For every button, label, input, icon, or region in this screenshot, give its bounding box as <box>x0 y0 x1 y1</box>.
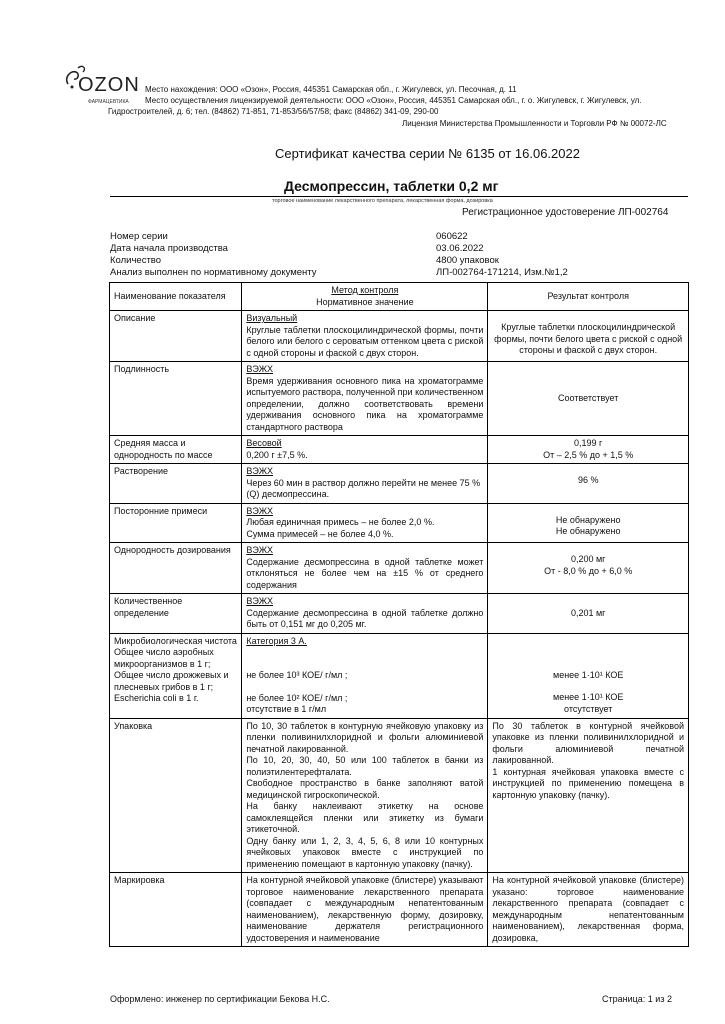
header-result: Результат контроля <box>488 283 689 311</box>
row-norm: Категория 3 А. не более 10³ КОЕ/ г/мл ; не более 10² КОЕ/ г/мл ; отсутствие в 1 г/мл <box>242 633 488 718</box>
row-norm: Визуальный Круглые таблетки плоскоцилиндрической формы, почти белого или белого с сероватым оттенком цвета с риской с одной стороны и фаской с двух сторон. <box>242 311 488 362</box>
row-result: На контурной ячейковой упаковке (блистере) указано: торговое наименование лекарственного препарата (совпадает с международным непатентованным наименованием), лекарственная форма, дозировка, <box>488 873 689 947</box>
row-name: Однородность дозирования <box>110 543 242 594</box>
product-caption: торговое наименование лекарственного препарата, лекарственная форма, дозировка <box>272 198 493 204</box>
row-name: Растворение <box>110 464 242 504</box>
row-result: 0,200 мг От - 8,0 % до + 6,0 % <box>488 543 689 594</box>
table-row <box>110 311 689 362</box>
row-name: Средняя масса и однородность по массе <box>110 436 242 464</box>
header-license: Лицензия Министерства Промышленности и Торговли РФ № 00072-ЛС <box>402 119 667 128</box>
registration-number: Регистрационное удостоверение ЛП-002764 <box>462 207 669 218</box>
row-result: Круглые таблетки плоскоцилиндрической формы, почти белого цвета с риской с одной стороны и фаской с двух сторон. <box>488 311 689 362</box>
table-row <box>110 543 689 594</box>
batch-number-value: 060622 <box>436 231 468 242</box>
company-logo <box>62 60 140 108</box>
row-result: 0,201 мг <box>488 594 689 634</box>
quantity-value: 4800 упаковок <box>436 255 499 266</box>
normative-document-value: ЛП-002764-171214, Изм.№1,2 <box>436 267 568 278</box>
product-underline <box>110 196 688 197</box>
row-norm: ВЭЖХ Время удерживания основного пика на хроматограмме испытуемого раствора, полученной при количественном определении, должно соответствовать времени удерживания основного пика на хроматограмме стандартного раствора <box>242 362 488 436</box>
product-name: Десмопрессин, таблетки 0,2 мг <box>284 178 499 194</box>
quality-table <box>109 282 689 947</box>
row-name: Описание <box>110 311 242 362</box>
table-row <box>110 594 689 634</box>
header-method: Метод контроля Нормативное значение <box>242 283 488 311</box>
page-number: Страница: 1 из 2 <box>602 994 672 1004</box>
row-name: Посторонние примеси <box>110 503 242 543</box>
row-norm: ВЭЖХ Содержание десмопрессина в одной таблетке может отклоняться не более чем на ±15 % от среднего содержания <box>242 543 488 594</box>
row-result: Не обнаружено Не обнаружено <box>488 503 689 543</box>
row-norm: По 10, 30 таблеток в контурную ячейковую упаковку из пленки поливинилхлоридной и фольги алюминиевой печатной лакированной. По 10, 20, 30, 40, 50 или 100 таблеток в банки из полиэтилентерефталата. Свободное пространство в банке заполняют ватой медицинской гигроскопической. На банку наклеивают этикетку на основе самоклеящейся пленки или этикетку из бумаги этикеточной. Одну банку или 1, 2, 3, 4, 5, 6, 8 или 10 контурных ячейковых упаковок вместе с инструкцией по применению помещают в картонную упаковку (пачку). <box>242 718 488 873</box>
logo-subtitle: ФАРМАЦЕВТИКА <box>88 99 129 105</box>
table-header-row <box>110 283 689 311</box>
prepared-by: Оформлено: инженер по сертификации Бекова Н.С. <box>110 994 330 1004</box>
row-name: Упаковка <box>110 718 242 873</box>
row-name: Подлинность <box>110 362 242 436</box>
row-result: менее 1·10¹ КОЕ менее 1·10¹ КОЕ отсутствует <box>488 633 689 718</box>
row-norm: Весовой 0,200 г ±7,5 %. <box>242 436 488 464</box>
row-result: 0,199 г От – 2,5 % до + 1,5 % <box>488 436 689 464</box>
row-norm: На контурной ячейковой упаковке (блистере) указывают торговое наименование лекарственного препарата (совпадает с международным непатентованным наименованием), лекарственную форму, дозировку, наименование держателя регистрационного удостоверения и наименование <box>242 873 488 947</box>
row-norm: ВЭЖХ Содержание десмопрессина в одной таблетке должно быть от 0,151 мг до 0,205 мг. <box>242 594 488 634</box>
row-norm: ВЭЖХ Через 60 мин в раствор должно перейти не менее 75 % (Q) десмопрессина. <box>242 464 488 504</box>
production-date-label: Дата начала производства <box>110 243 228 254</box>
row-result: По 30 таблеток в контурной ячейковой упаковке из пленки поливинилхлоридной и фольги алюминиевой печатной лакированной. 1 контурная ячейковая упаковка вместе с инструкцией по применению помещена в картонную упаковку (пачку). <box>488 718 689 873</box>
table-row <box>110 503 689 543</box>
row-result: Соответствует <box>488 362 689 436</box>
table-row <box>110 718 689 873</box>
table-row <box>110 633 689 718</box>
logo-text: OZON <box>78 74 140 96</box>
header-address-line1: Место нахождения: ООО «Озон», Россия, 445351 Самарская обл., г. Жигулевск, ул. Песочная, д. 11 <box>145 85 517 94</box>
row-name: Микробиологическая чистота Общее число аэробных микроорганизмов в 1 г; Общее число дрожжевых и плесневых грибов в 1 г; Escherichia coli в 1 г. <box>110 633 242 718</box>
row-name: Количественное определение <box>110 594 242 634</box>
row-name: Маркировка <box>110 873 242 947</box>
table-row <box>110 436 689 464</box>
normative-document-label: Анализ выполнен по нормативному документу <box>110 267 317 278</box>
header-address-line3: Гидростроителей, д. 6; тел. (84862) 71-851, 71-853/56/57/58; факс (84862) 341-09, 290-00 <box>108 107 439 116</box>
batch-number-label: Номер серии <box>110 231 168 242</box>
certificate-title: Сертификат качества серии № 6135 от 16.06.2022 <box>275 146 580 161</box>
table-row <box>110 464 689 504</box>
header-indicator: Наименование показателя <box>110 283 242 311</box>
header-address-line2: Место осуществления лицензируемой деятельности: ООО «Озон», Россия, 445351 Самарская обл., г. о. Жигулевск, г. Жигулевск, ул. <box>145 96 642 105</box>
row-result: 96 % <box>488 464 689 504</box>
row-norm: ВЭЖХ Любая единичная примесь – не более 2,0 %. Сумма примесей – не более 4,0 %. <box>242 503 488 543</box>
quantity-label: Количество <box>110 255 162 266</box>
table-row <box>110 362 689 436</box>
table-row <box>110 873 689 947</box>
production-date-value: 03.06.2022 <box>436 243 484 254</box>
